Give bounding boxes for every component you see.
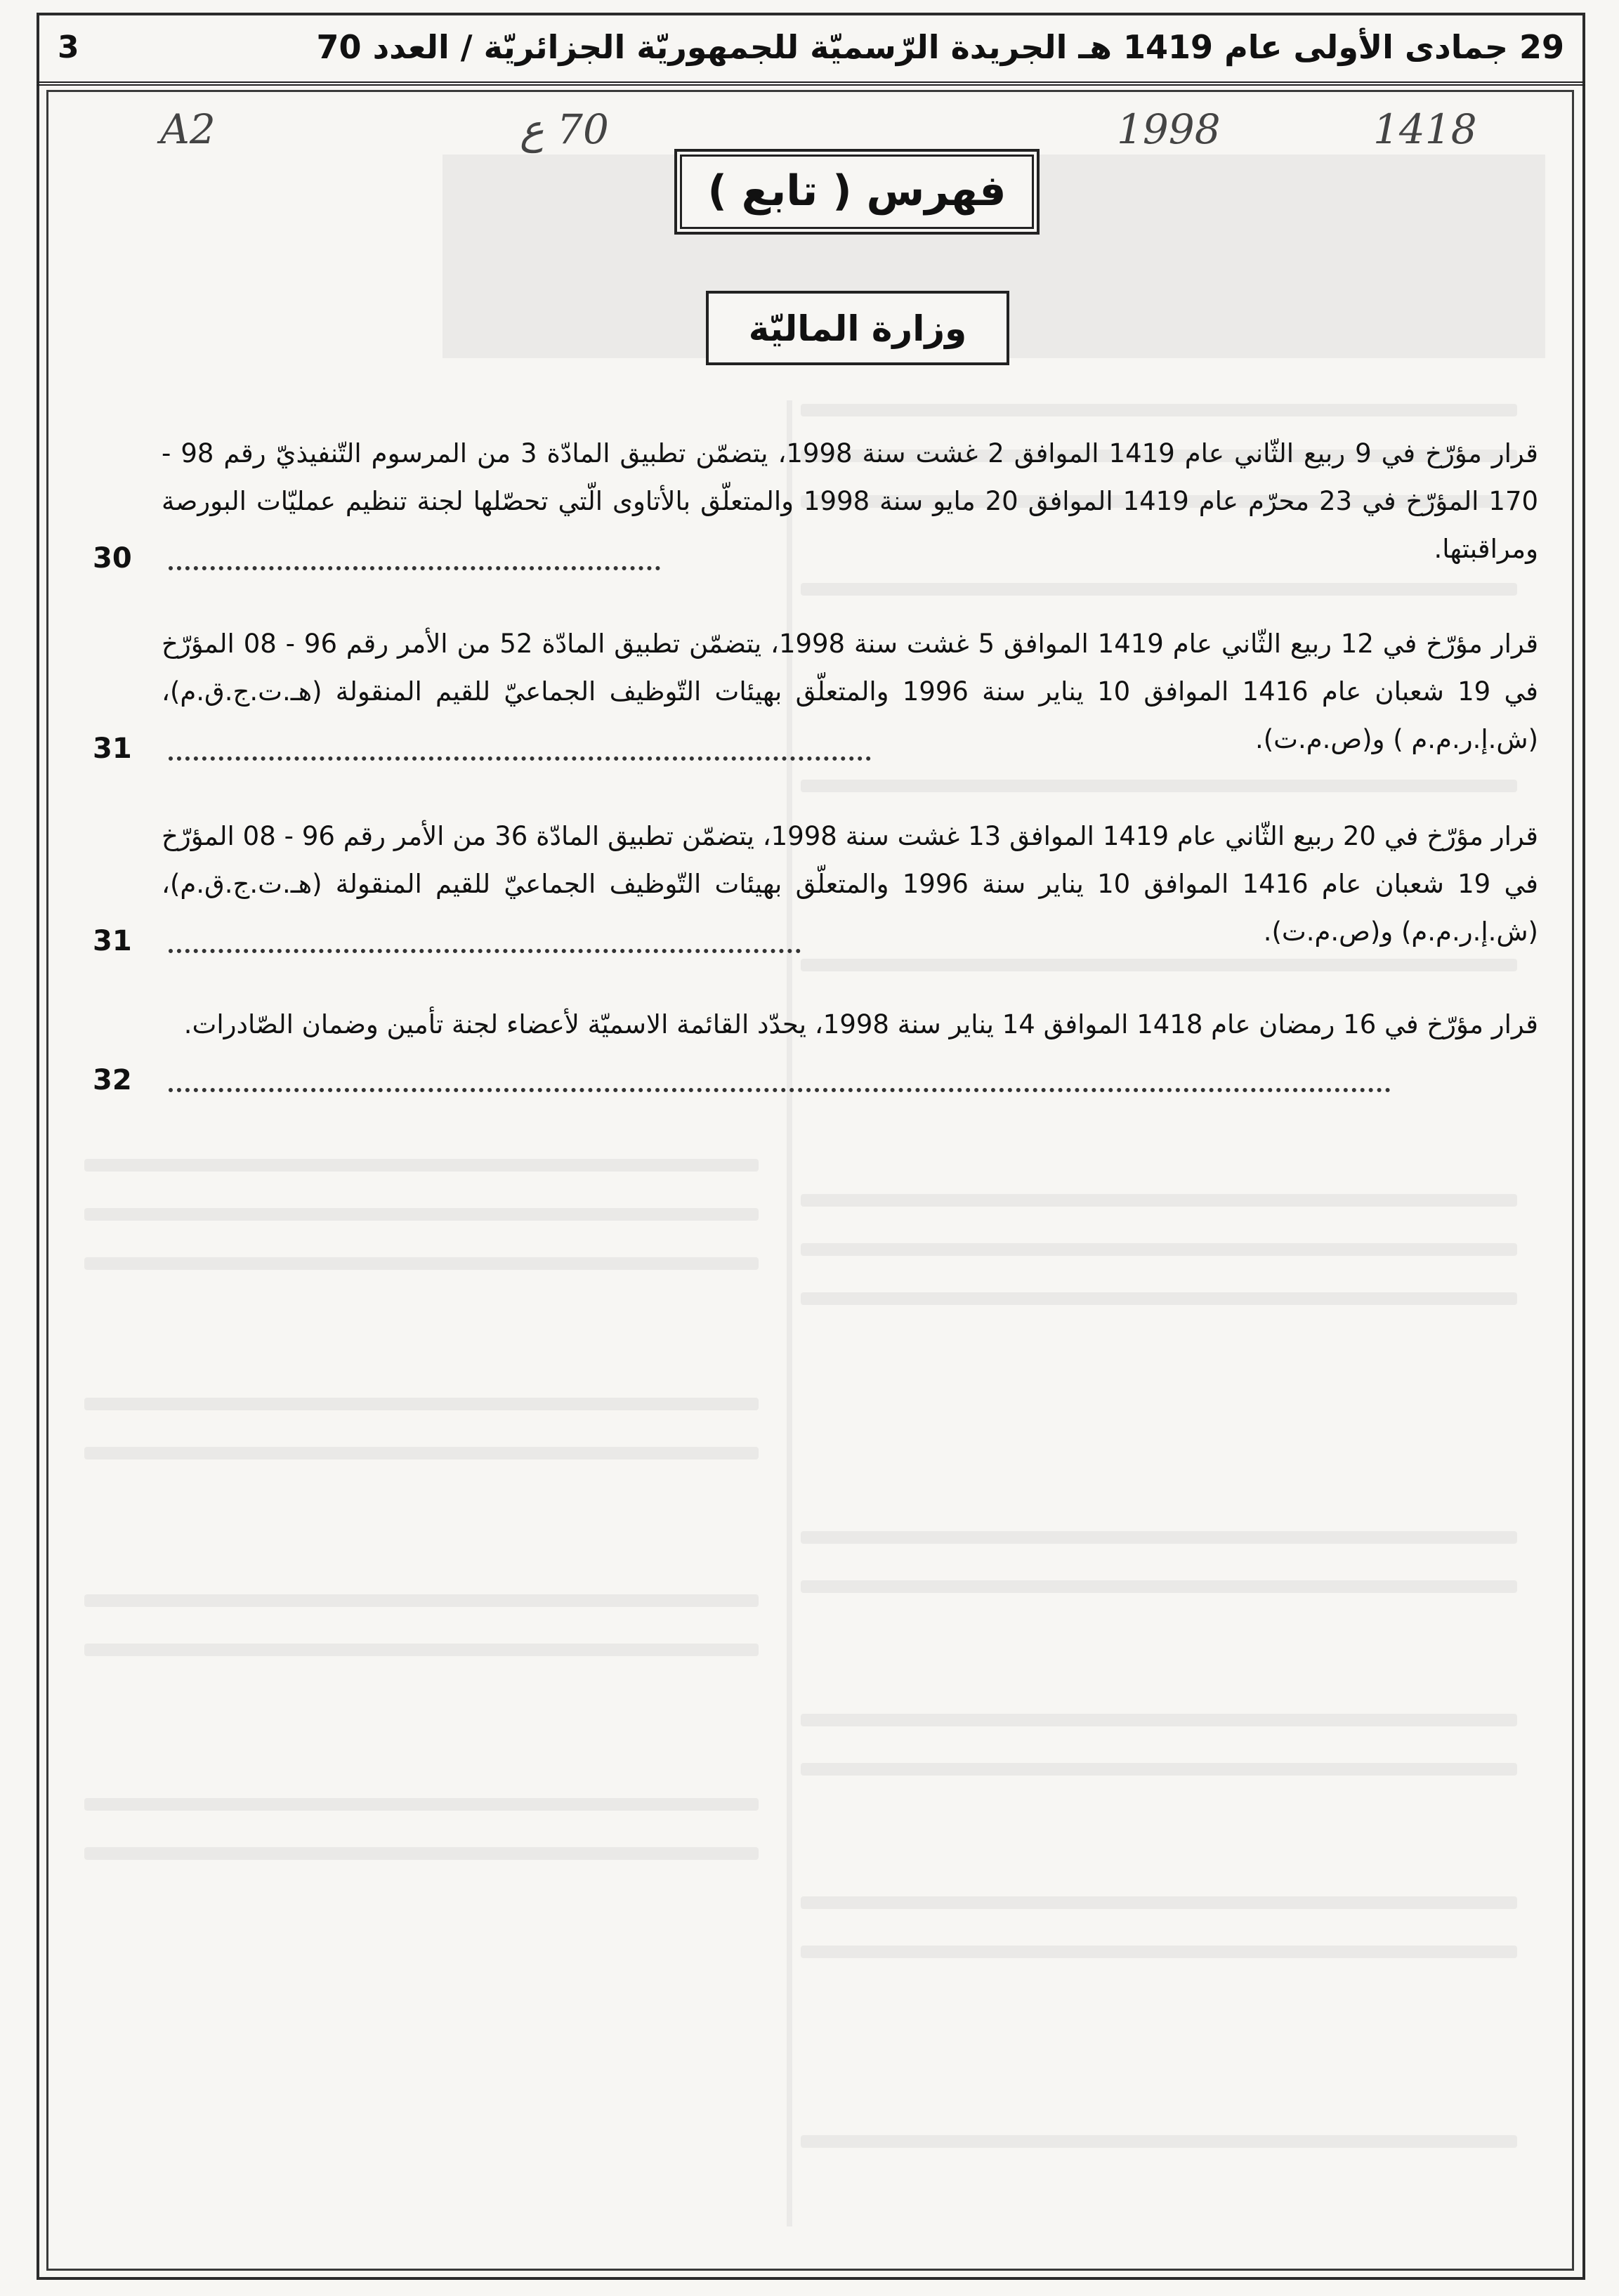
entry-page-number: 32 xyxy=(93,1064,132,1096)
entry-text: قرار مؤرّخ في 20 ربيع الثّاني عام 1419 الموافق 13 غشت سنة 1998، يتضمّن تطبيق المادّة 36 من الأمر رقم 96 - 08 المؤرّخ في 19 شعبان عام 1416 الموافق 10 يناير سنة 1996 والمتعلّق بهيئات التّوظيف الجماعيّ للقيم المنقولة (هـ.ت.ج.ق.م)، (ش.إ.ر.م.م) و(ص.م.ت). xyxy=(162,821,1538,947)
header-page-number: 3 xyxy=(58,29,79,65)
handwritten-year: 1998 xyxy=(1117,105,1221,153)
entry-page-number: 31 xyxy=(93,925,132,957)
handwritten-mark-a2: A2 xyxy=(160,105,216,153)
page-inner-frame xyxy=(46,90,1574,2271)
index-entry xyxy=(84,1001,1538,1101)
gazette-header xyxy=(37,13,1585,86)
entry-text: قرار مؤرّخ في 12 ربيع الثّاني عام 1419 الموافق 5 غشت سنة 1998، يتضمّن تطبيق المادّة 52 من الأمر رقم 96 - 08 المؤرّخ في 19 شعبان عام 1416 الموافق 10 يناير سنة 1996 والمتعلّق بهيئات التّوظيف الجماعيّ للقيم المنقولة (هـ.ت.ج.ق.م)، (ش.إ.ر.م.م ) و(ص.م.ت). xyxy=(162,629,1539,754)
handwritten-issue-number: 70 ع xyxy=(520,105,609,153)
entry-page-number: 31 xyxy=(93,733,132,765)
entry-page-number: 30 xyxy=(93,542,132,575)
dot-leader xyxy=(169,1081,1391,1092)
index-entry xyxy=(84,813,1538,962)
index-entry xyxy=(84,430,1538,579)
index-title: فهرس ( تابع ) xyxy=(674,149,1040,235)
index-entry xyxy=(84,620,1538,769)
header-title: 29 جمادى الأولى عام 1419 هـ الجريدة الرّسميّة للجمهوريّة الجزائريّة / العدد 70 xyxy=(316,28,1564,66)
ministry-title: وزارة الماليّة xyxy=(706,291,1009,365)
entry-text: قرار مؤرّخ في 9 ربيع الثّاني عام 1419 الموافق 2 غشت سنة 1998، يتضمّن تطبيق المادّة 3 من المرسوم التّنفيذيّ رقم 98 - 170 المؤرّخ في 23 محرّم عام 1419 الموافق 20 مايو سنة 1998 والمتعلّق بالأتاوى الّتي تحصّلها لجنة تنظيم عمليّات البورصة ومراقبتها. xyxy=(162,438,1539,564)
entry-text: قرار مؤرّخ في 16 رمضان عام 1418 الموافق 14 يناير سنة 1998، يحدّد القائمة الاسميّة لأعضاء لجنة تأمين وضمان الصّادرات. xyxy=(183,1009,1538,1039)
dot-leader xyxy=(169,559,660,570)
dot-leader xyxy=(169,942,801,953)
dot-leader xyxy=(169,749,871,761)
handwritten-hijri-year: 1418 xyxy=(1373,105,1477,153)
